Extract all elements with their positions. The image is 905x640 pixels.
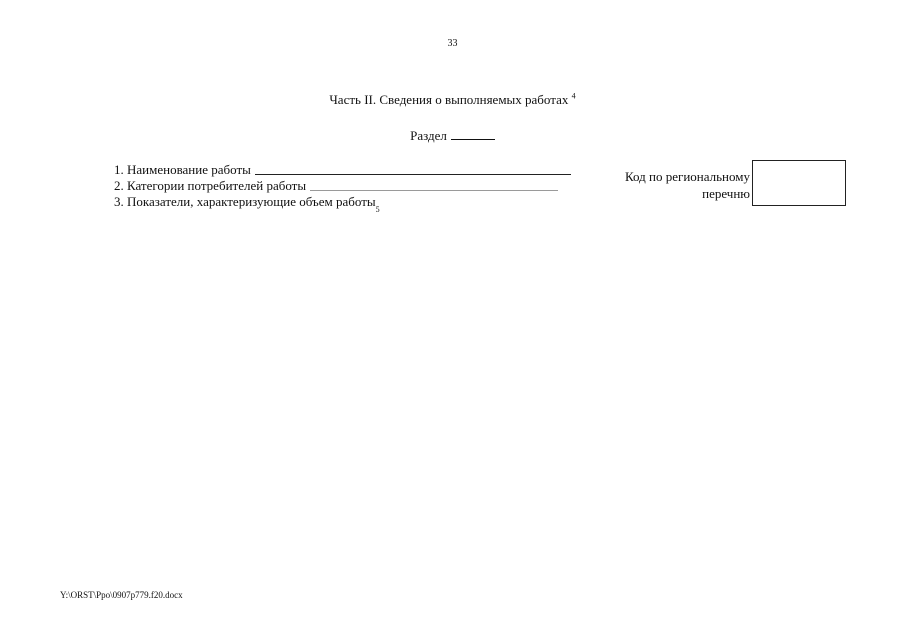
page-number: 33 [447, 38, 458, 49]
section-line [0, 128, 905, 144]
regional-list-code-box[interactable] [752, 160, 846, 206]
work-item-consumers-blank [310, 178, 558, 191]
regional-list-code-label-line1: Код по региональному [625, 169, 750, 184]
work-item-indicators: 3. Показатели, характеризующие объем работы 5 [114, 194, 380, 214]
part-title [0, 92, 905, 108]
work-item-consumers [114, 178, 594, 194]
work-item-name-blank [255, 162, 571, 175]
section-label: Раздел [410, 128, 447, 143]
work-item-indicators-label: 3. Показатели, характеризующие объем работы [114, 194, 376, 209]
footer-file-path: Y:\ORST\Ppo\0907p779.f20.docx [60, 590, 183, 600]
work-item-name [114, 162, 594, 178]
part-title-footnote: 4 [571, 91, 576, 101]
section-number-blank [451, 128, 495, 140]
part-title-text: Часть II. Сведения о выполняемых работах [329, 92, 569, 107]
work-item-name-label: 1. Наименование работы [114, 162, 251, 177]
regional-list-code-label-line2: перечню [702, 186, 750, 201]
work-item-consumers-label: 2. Категории потребителей работы [114, 178, 307, 193]
regional-list-code-label [590, 168, 750, 202]
work-items-list [114, 162, 594, 214]
